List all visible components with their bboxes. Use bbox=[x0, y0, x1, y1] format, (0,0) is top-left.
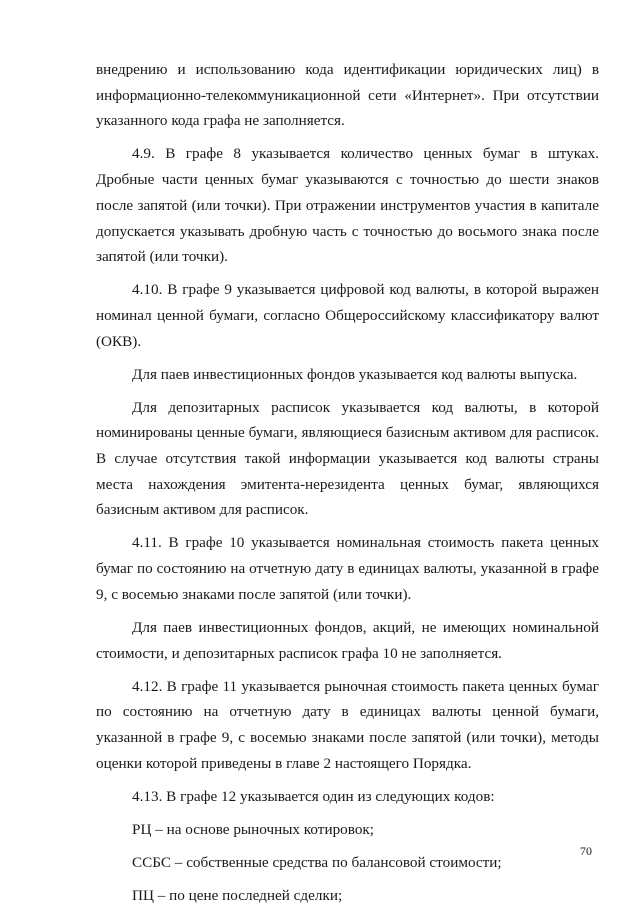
paragraph-depositary-receipts-currency: Для депозитарных расписок указывается код валюты, в которой номинированы ценные бумаги, являющиеся базисным активом для расписок. В случае отсутствия такой информации указывается код валюты страны места нахождения эмитента-нерезидента ценных бумаг, являющихся базисным активом для расписок. bbox=[96, 398, 599, 519]
paragraph-4-11: 4.11. В графе 10 указывается номинальная стоимость пакета ценных бумаг по состоянию на отчетную дату в единицах валюты, указанной в графе 9, с восемью знаками после запятой (или точки). bbox=[96, 534, 599, 603]
page-number: 70 bbox=[580, 844, 592, 858]
code-item-ssbs: ССБС – собственные средства по балансовой стоимости; bbox=[132, 853, 502, 871]
paragraph-4-10: 4.10. В графе 9 указывается цифровой код валюты, в которой выражен номинал ценной бумаги, согласно Общероссийскому классификатору валют (ОКВ). bbox=[96, 281, 599, 350]
paragraph-fund-units-currency: Для паев инвестиционных фондов указывается код валюты выпуска. bbox=[132, 365, 578, 383]
body-text bbox=[96, 57, 599, 916]
paragraph-4-9: 4.9. В графе 8 указывается количество ценных бумаг в штуках. Дробные части ценных бумаг указываются с точностью до шести знаков после запятой (или точки). При отражении инструментов участия в капитале допускается указывать дробную часть с точностью до восьмого знака после запятой (или точки). bbox=[96, 145, 599, 266]
code-item-pc: ПЦ – по цене последней сделки; bbox=[132, 886, 343, 904]
paragraph-column-10-exceptions: Для паев инвестиционных фондов, акций, не имеющих номинальной стоимости, и депозитарных расписок графа 10 не заполняется. bbox=[96, 618, 599, 662]
paragraph-4-12: 4.12. В графе 11 указывается рыночная стоимость пакета ценных бумаг по состоянию на отчетную дату в единицах валюты ценной бумаги, указанной в графе 9, с восемью знаками после запятой (или точки), методы оценки которой приведены в главе 2 настоящего Порядка. bbox=[96, 677, 599, 772]
paragraph-continuation: внедрению и использованию кода идентификации юридических лиц) в информационно-телекоммуникационной сети «Интернет». При отсутствии указанного кода графа не заполняется. bbox=[96, 61, 599, 130]
code-item-rc: РЦ – на основе рыночных котировок; bbox=[132, 820, 375, 838]
paragraph-4-13: 4.13. В графе 12 указывается один из следующих кодов: bbox=[132, 787, 495, 805]
